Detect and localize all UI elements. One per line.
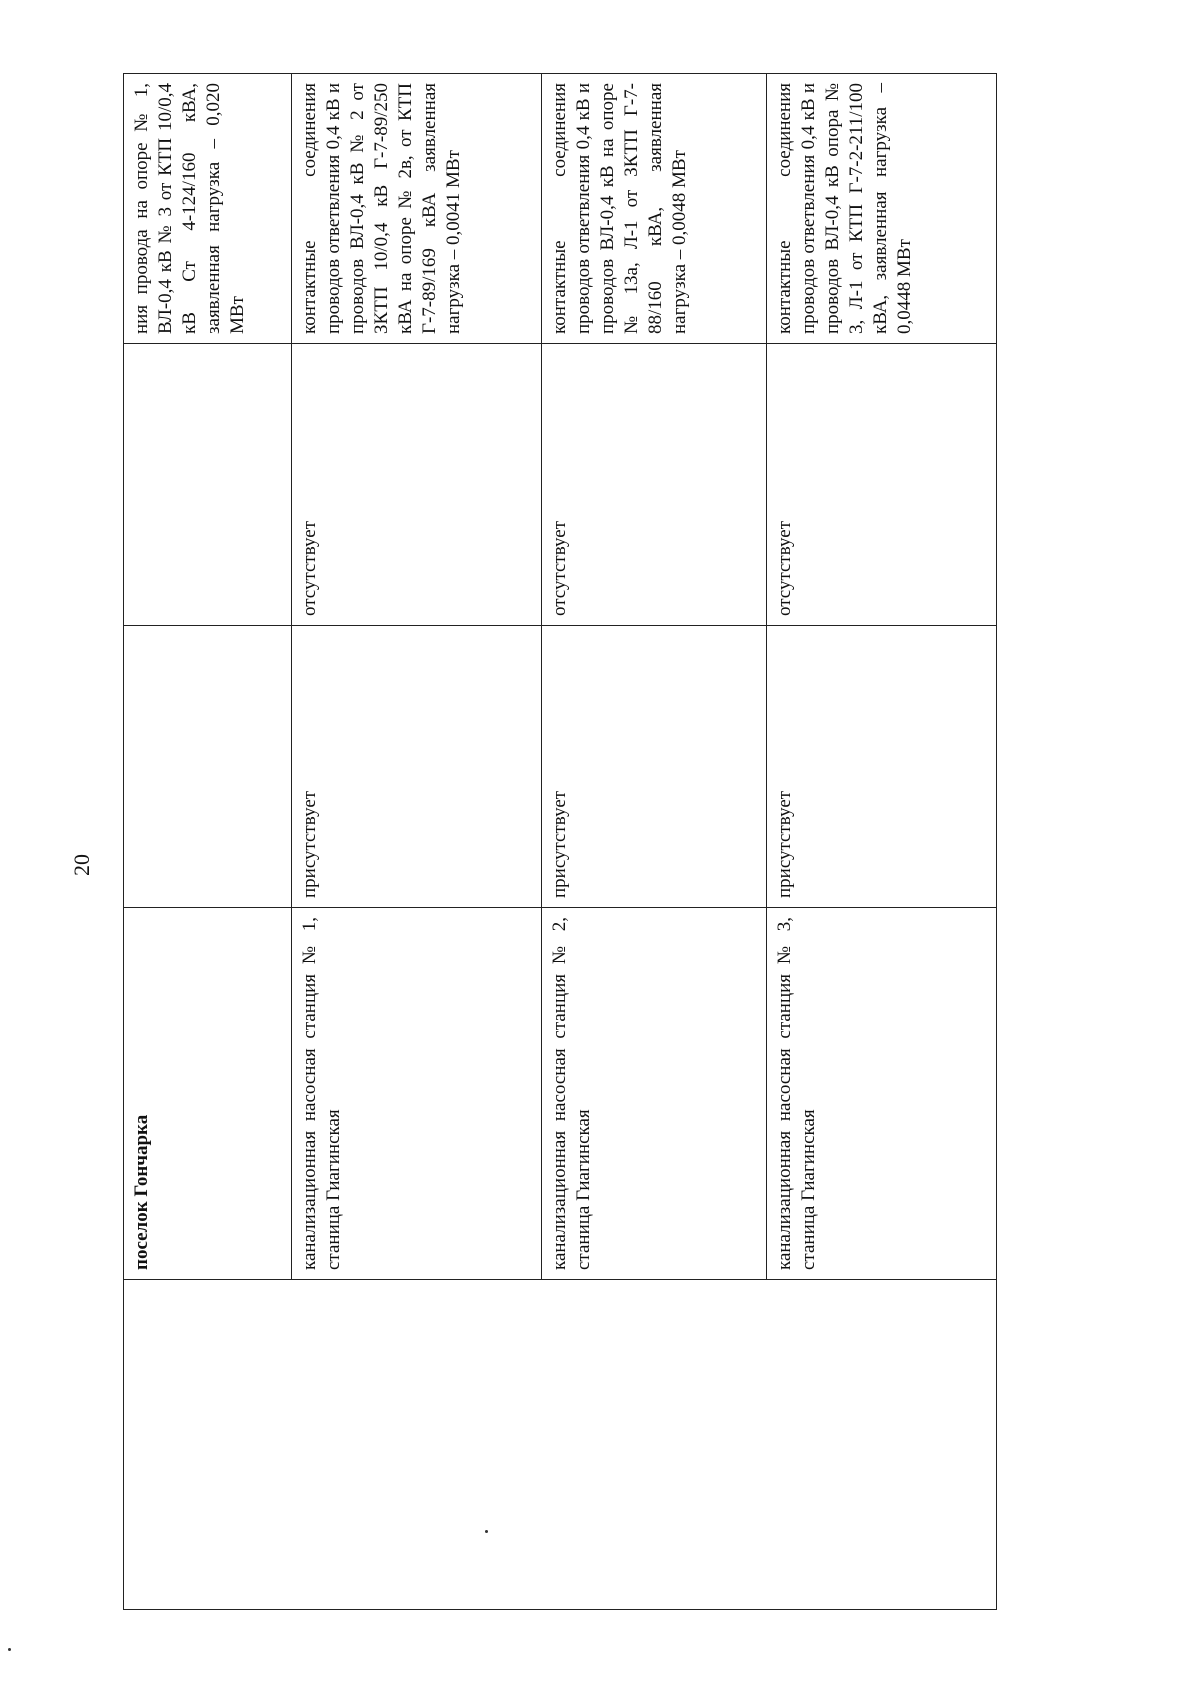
- table-cell-description: контактные соединения проводов ответвления 0,4 кВ и проводов ВЛ-0,4 кВ опора № 3, Л-1 от КТП Г-7-2-211/100 кВА, заявленная нагрузка – 0,0448 МВт: [767, 74, 997, 344]
- table-cell-presence: присутствует: [767, 626, 997, 908]
- scan-speck: [485, 1530, 488, 1533]
- table-cell-absence: отсутствует: [767, 344, 997, 626]
- table-cell-presence: присутствует: [542, 626, 767, 908]
- table-cell-object: канализационная насосная станция № 3, станица Гиагинская: [767, 908, 997, 1280]
- table-cell-object: канализационная насосная станция № 2, станица Гиагинская: [542, 908, 767, 1280]
- table-cell-absence: отсутствует: [542, 344, 767, 626]
- table-cell-empty: [124, 626, 292, 908]
- table-cell-empty-first-column: [124, 1280, 997, 1610]
- table-cell-object: канализационная насосная станция № 1, станица Гиагинская: [292, 908, 542, 1280]
- scan-speck: [8, 1648, 11, 1651]
- table-cell-absence: отсутствует: [292, 344, 542, 626]
- page-number: 20: [69, 854, 94, 876]
- table-cell-continued-text: ния провода на опоре № 1, ВЛ-0,4 кВ № 3 от КТП 10/0,4 кВ Ст 4-124/160 кВА, заявленная нагрузка – 0,020 МВт: [124, 74, 292, 344]
- data-table: [123, 73, 997, 1610]
- data-table-container: [123, 74, 996, 1610]
- table-cell-description: контактные соединения проводов ответвления 0,4 кВ и проводов ВЛ-0,4 кВ № 2 от ЗКТП 10/0,4 кВ Г-7-89/250 кВА на опоре № 2в, от КТП Г-7-89/169 кВА заявленная нагрузка – 0,0041 МВт: [292, 74, 542, 344]
- table-cell-description: контактные соединения проводов ответвления 0,4 кВ и проводов ВЛ-0,4 кВ на опоре № 13а, Л-1 от ЗКТП Г-7-88/160 кВА, заявленная нагрузка – 0,0048 МВт: [542, 74, 767, 344]
- table-cell-empty: [124, 344, 292, 626]
- table-cell-presence: присутствует: [292, 626, 542, 908]
- table-row-section-header: [124, 74, 292, 1610]
- section-title: поселок Гончарка: [124, 908, 292, 1280]
